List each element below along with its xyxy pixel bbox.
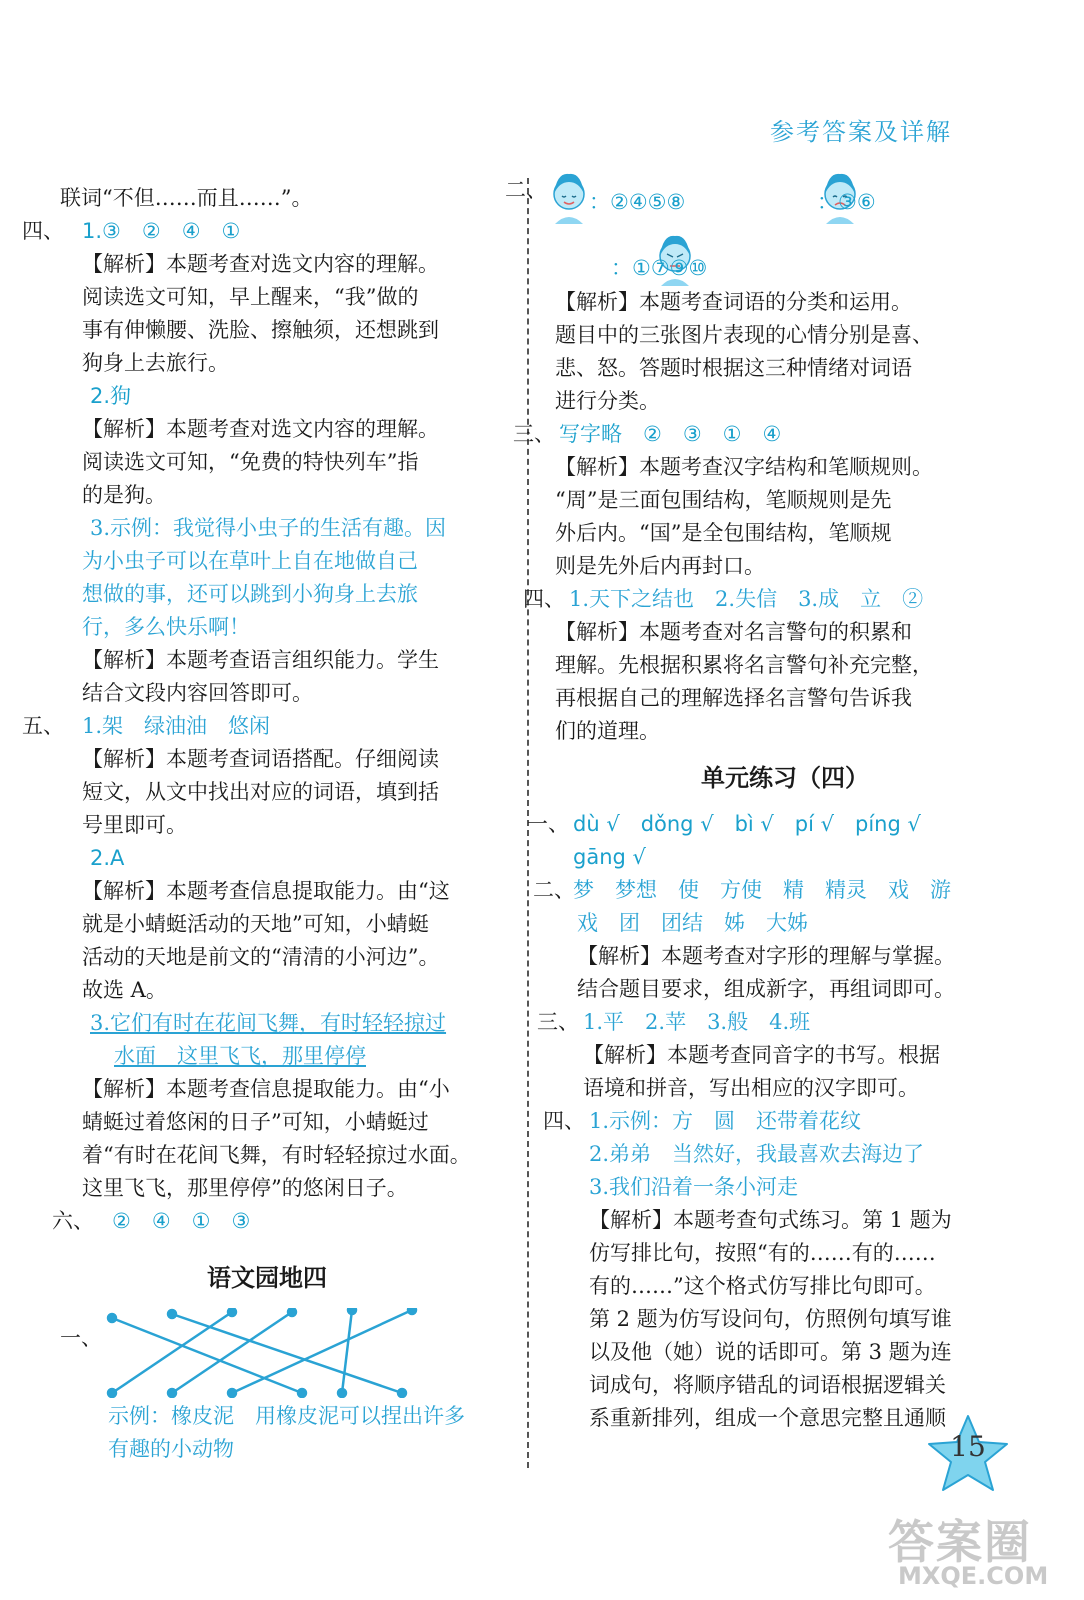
- answer: ：②④⑤⑧: [589, 190, 686, 214]
- section-label: 一、: [527, 812, 569, 836]
- analysis-line: 【解析】本题考查词语的分类和运用。: [555, 290, 912, 314]
- analysis-line: 阅读选文可知，“免费的特快列车”指: [82, 450, 419, 474]
- answer: 2.A: [90, 846, 125, 870]
- text-line: 联词“不但……而且……”。: [60, 186, 313, 210]
- analysis-line: 悲、怒。答题时根据这三种情绪对词语: [555, 356, 912, 380]
- match-dot: [338, 1389, 346, 1397]
- analysis-line: 词成句，将顺序错乱的词语根据逻辑关: [589, 1373, 946, 1397]
- answer: 1.示例：方 圆 还带着花纹: [589, 1109, 862, 1133]
- matching-exercise: [22, 1308, 512, 1398]
- analysis-line: 【解析】本题考查对选文内容的理解。: [82, 417, 439, 441]
- analysis-line: 【解析】本题考查信息提取能力。由“小: [82, 1077, 450, 1101]
- unit-section-1-answer: [527, 808, 1015, 841]
- section-label: 五、: [22, 714, 64, 738]
- analysis-line: 再根据自己的理解选择名言警句告诉我: [555, 686, 912, 710]
- match-dot: [168, 1389, 176, 1397]
- analysis-line: 【解析】本题考查句式练习。第 1 题为: [589, 1208, 952, 1232]
- answer: ：①⑦⑨⑩: [611, 256, 708, 280]
- section-title: 单元练习（四）: [701, 764, 869, 792]
- watermark: [858, 1498, 1084, 1600]
- answer: [22, 1040, 512, 1073]
- section-label: 四、: [543, 1109, 585, 1133]
- matching-lines: [92, 1308, 512, 1398]
- analysis-line: 系重新排列，组成一个意思完整且通顺: [589, 1406, 946, 1430]
- match-dot: [348, 1308, 356, 1314]
- answer: 有趣的小动物: [108, 1437, 234, 1461]
- match-dot: [228, 1389, 236, 1397]
- happy-girl-icon: [549, 170, 589, 228]
- analysis-line: 蜻蜓过着悠闲的日子”可知，小蜻蜓过: [82, 1110, 429, 1134]
- answer: 1.天下之结也 2.失信 3.成 立 ②: [569, 587, 924, 611]
- section-label: 二、: [505, 178, 547, 202]
- answer: 1.平 2.苹 3.般 4.班: [583, 1010, 811, 1034]
- answer: 戏 团 团结 姊 大姊: [577, 911, 808, 935]
- analysis-line: 【解析】本题考查语言组织能力。学生: [82, 648, 439, 672]
- analysis-line: 仿写排比句，按照“有的……有的……: [589, 1241, 936, 1265]
- answer: 1.③ ② ④ ①: [82, 219, 241, 243]
- section-label: 四、: [22, 219, 64, 243]
- analysis-line: 这里飞飞，那里停停”的悠闲日子。: [82, 1176, 408, 1200]
- answer: 1.架 绿油油 悠闲: [82, 714, 271, 738]
- answer: ：③⑥: [817, 190, 876, 214]
- answer: 行，多么快乐啊！: [82, 615, 250, 639]
- section-6-answer: [22, 1205, 512, 1238]
- section-label: 三、: [513, 422, 555, 446]
- answer: gāng √: [573, 845, 646, 869]
- analysis-line: 号里即可。: [82, 813, 187, 837]
- underlined-answer: 3.它们有时在花间飞舞，有时轻轻掠过: [90, 1011, 447, 1035]
- match-dot: [228, 1308, 236, 1316]
- right-column: [505, 178, 1015, 1435]
- analysis-line: 【解析】本题考查汉字结构和笔顺规则。: [555, 455, 933, 479]
- section-label: 三、: [537, 1010, 579, 1034]
- analysis-line: 狗身上去旅行。: [82, 351, 229, 375]
- analysis-line: 【解析】本题考查对选文内容的理解。: [82, 252, 439, 276]
- match-dot: [108, 1389, 116, 1397]
- watermark-url: MXQE.COM: [898, 1562, 1049, 1590]
- match-dot: [288, 1308, 296, 1316]
- match-dot: [408, 1308, 416, 1314]
- unit-section-2-answer: [533, 874, 1015, 907]
- answer: ② ④ ① ③: [112, 1209, 251, 1233]
- answer: 想做的事，还可以跳到小狗身上去旅: [82, 582, 418, 606]
- section-4-answer-1: [22, 215, 512, 248]
- analysis-line: 则是先外后内再封口。: [555, 554, 765, 578]
- section-5-answer-1: [22, 710, 512, 743]
- analysis-line: 结合题目要求，组成新字，再组词即可。: [577, 977, 955, 1001]
- matching-line: [172, 1314, 402, 1393]
- underlined-answer: 水面 这里飞飞，那里停停: [114, 1044, 366, 1068]
- analysis-line: 【解析】本题考查对名言警句的积累和: [555, 620, 912, 644]
- section-4-answer: [523, 583, 1015, 616]
- watermark-logo: 答案圈: [888, 1515, 1032, 1569]
- section-title: 语文园地四: [207, 1264, 327, 1292]
- analysis-line: 第 2 题为仿写设问句，仿照例句填写谁: [589, 1307, 952, 1331]
- analysis-line: 着“有时在花间飞舞，有时轻轻掠过水面。: [82, 1143, 471, 1167]
- section-label: 一、: [60, 1326, 102, 1350]
- answer: 为小虫子可以在草叶上自在地做自己: [82, 549, 418, 573]
- analysis-line: 事有伸懒腰、洗脸、擦触须，还想跳到: [82, 318, 439, 342]
- analysis-line: 理解。先根据积累将名言警句补充完整，: [555, 653, 933, 677]
- analysis-line: 以及他（她）说的话即可。第 3 题为连: [589, 1340, 952, 1364]
- analysis-line: 外后内。“国”是全包围结构，笔顺规: [555, 521, 892, 545]
- answer: 梦 梦想 使 方使 精 精灵 戏 游: [573, 878, 951, 902]
- match-dot: [398, 1389, 406, 1397]
- matching-line: [232, 1310, 412, 1393]
- analysis-line: 【解析】本题考查词语搭配。仔细阅读: [82, 747, 439, 771]
- analysis-line: 活动的天地是前文的“清清的小河边”。: [82, 945, 440, 969]
- match-dot: [108, 1314, 116, 1322]
- match-dot: [168, 1310, 176, 1318]
- section-label: 二、: [533, 878, 575, 902]
- left-column: [22, 182, 512, 1466]
- header-title: 参考答案及详解: [770, 118, 952, 146]
- answer: 3.示例：我觉得小虫子的生活有趣。因: [90, 516, 447, 540]
- analysis-line: 就是小蜻蜓活动的天地”可知，小蜻蜓: [82, 912, 429, 936]
- answer: 示例：橡皮泥 用橡皮泥可以捏出许多: [108, 1404, 465, 1428]
- analysis-line: 阅读选文可知，早上醒来，“我”做的: [82, 285, 419, 309]
- answer: dù √ dǒng √ bì √ pí √ píng √: [573, 812, 921, 836]
- page-number-badge: [925, 1414, 1011, 1494]
- answer: [22, 1007, 512, 1040]
- match-dot: [298, 1389, 306, 1397]
- answer: 3.我们沿着一条小河走: [589, 1175, 799, 1199]
- analysis-line: 【解析】本题考查同音字的书写。根据: [583, 1043, 940, 1067]
- analysis-line: 短文，从文中找出对应的词语，填到括: [82, 780, 439, 804]
- analysis-line: 们的道理。: [555, 719, 660, 743]
- section-label: 六、: [52, 1209, 94, 1233]
- answer: 写字略 ② ③ ① ④: [559, 422, 782, 446]
- analysis-line: “周”是三面包围结构，笔顺规则是先: [555, 488, 892, 512]
- unit-section-4-answer: [543, 1105, 1015, 1138]
- analysis-line: 语境和拼音，写出相应的汉字即可。: [583, 1076, 919, 1100]
- section-label: 四、: [523, 587, 565, 611]
- analysis-line: 的是狗。: [82, 483, 166, 507]
- analysis-line: 有的……”这个格式仿写排比句即可。: [589, 1274, 936, 1298]
- analysis-line: 题目中的三张图片表现的心情分别是喜、: [555, 323, 933, 347]
- section-2-answer: [505, 178, 1015, 286]
- page-number: 15: [950, 1430, 986, 1463]
- analysis-line: 故选 A。: [82, 978, 167, 1002]
- analysis-line: 【解析】本题考查对字形的理解与掌握。: [577, 944, 955, 968]
- analysis-line: 结合文段内容回答即可。: [82, 681, 313, 705]
- analysis-line: 进行分类。: [555, 389, 660, 413]
- section-3-answer: [513, 418, 1015, 451]
- answer: 2.狗: [90, 384, 132, 408]
- matching-line: [342, 1310, 352, 1393]
- analysis-line: 【解析】本题考查信息提取能力。由“这: [82, 879, 450, 903]
- answer: 2.弟弟 当然好，我最喜欢去海边了: [589, 1142, 925, 1166]
- unit-section-3-answer: [537, 1006, 1015, 1039]
